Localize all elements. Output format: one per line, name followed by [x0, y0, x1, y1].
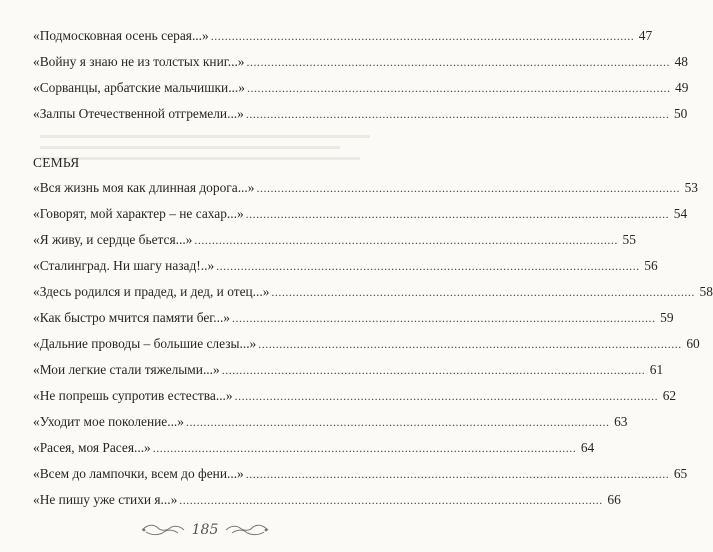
toc-entry-title: «Сталинград. Ни шагу назад!..» [33, 258, 215, 273]
toc-entry[interactable] [33, 232, 636, 248]
toc-entry-page: 65 [673, 466, 688, 481]
left-ornament-icon [140, 523, 186, 537]
section-heading: СЕМЬЯ [33, 155, 80, 170]
right-ornament-icon [224, 523, 270, 537]
toc-leader-dots: ......................................................................................................................... [245, 207, 670, 221]
toc-entry-title: «Подмосковная осень серая...» [33, 28, 209, 43]
toc-entry-title: «Здесь родился и прадед, и дед, и отец...» [33, 284, 270, 299]
toc-leader-dots: ......................................................................................................................... [234, 389, 659, 403]
toc-entry[interactable] [33, 258, 658, 274]
toc-entry-page: 64 [580, 440, 595, 455]
toc-leader-dots: ......................................................................................................................... [258, 337, 682, 351]
toc-entry[interactable] [33, 106, 688, 122]
page-footer [0, 518, 410, 542]
toc-entry-page: 63 [614, 414, 628, 429]
toc-entry[interactable] [33, 440, 595, 456]
toc-leader-dots: ......................................................................................................................... [245, 467, 670, 481]
toc-entry-page: 50 [673, 106, 688, 121]
toc-leader-dots: ......................................................................................................................... [216, 259, 640, 273]
toc-entry-title: «Войну я знаю не из толстых книг...» [33, 54, 245, 69]
toc-entry-page: 59 [660, 310, 674, 325]
toc-entry-title: «Всем до лампочки, всем до фени...» [33, 466, 244, 481]
toc-entry-title: «Говорят, мой характер – не сахар...» [33, 206, 244, 221]
toc-leader-dots: ......................................................................................................................... [221, 363, 646, 377]
toc-entry-page: 47 [638, 28, 653, 43]
toc-entry-title: «Мои легкие стали тяжелыми...» [33, 362, 220, 377]
toc-entry-title: «Не пишу уже стихи я...» [33, 492, 178, 507]
toc-entry[interactable] [33, 466, 688, 482]
toc-entry-page: 60 [686, 336, 700, 351]
toc-entry-title: «Залпы Отечественной отгремели...» [33, 106, 244, 121]
toc-entry[interactable] [33, 80, 689, 96]
table-of-contents [33, 0, 713, 552]
toc-entry[interactable] [33, 336, 700, 352]
toc-entry[interactable] [33, 284, 713, 300]
toc-leader-dots: ......................................................................................................................... [246, 55, 670, 69]
toc-leader-dots: ......................................................................................................................... [256, 181, 680, 195]
toc-leader-dots: ......................................................................................................................... [185, 415, 610, 429]
toc-entry-page: 54 [673, 206, 688, 221]
toc-entry[interactable] [33, 28, 653, 44]
toc-leader-dots: ......................................................................................................................... [271, 285, 695, 299]
toc-leader-dots: ......................................................................................................................... [232, 311, 656, 325]
toc-leader-dots: ......................................................................................................................... [245, 107, 670, 121]
toc-entry-title: «Расея, моя Расея...» [33, 440, 151, 455]
toc-entry[interactable] [33, 180, 698, 196]
toc-leader-dots: ......................................................................................................................... [179, 493, 603, 507]
toc-entry-page: 55 [622, 232, 636, 247]
toc-entry[interactable] [33, 206, 688, 222]
toc-entry-title: «Не попрешь супротив естества...» [33, 388, 233, 403]
toc-entry-title: «Уходит мое поколение...» [33, 414, 184, 429]
toc-entry-title: «Вся жизнь моя как длинная дорога...» [33, 180, 255, 195]
toc-entry-page: 56 [644, 258, 658, 273]
toc-entry[interactable] [33, 414, 628, 430]
toc-entry-page: 48 [674, 54, 688, 69]
toc-leader-dots: ......................................................................................................................... [152, 441, 577, 455]
toc-entry-title: «Сорванцы, арбатские мальчишки...» [33, 80, 245, 95]
page-number: 185 [191, 522, 219, 538]
toc-entry-page: 58 [699, 284, 713, 299]
toc-leader-dots: ......................................................................................................................... [210, 29, 635, 43]
toc-entry[interactable] [33, 492, 621, 508]
toc-entry-page: 62 [662, 388, 677, 403]
toc-entry-title: «Как быстро мчится памяти бег...» [33, 310, 231, 325]
toc-leader-dots: ......................................................................................................................... [246, 81, 671, 95]
toc-entry[interactable] [33, 362, 664, 378]
toc-entry[interactable] [33, 388, 677, 404]
toc-entry[interactable] [33, 54, 688, 70]
toc-leader-dots: ......................................................................................................................... [194, 233, 618, 247]
toc-entry-title: «Дальние проводы – большие слезы...» [33, 336, 257, 351]
toc-entry-page: 49 [675, 80, 689, 95]
toc-entry-page: 53 [684, 180, 698, 195]
toc-entry-page: 61 [649, 362, 664, 377]
toc-entry[interactable] [33, 310, 674, 326]
toc-entry-title: «Я живу, и сердце бьется...» [33, 232, 193, 247]
toc-entry-page: 66 [607, 492, 621, 507]
